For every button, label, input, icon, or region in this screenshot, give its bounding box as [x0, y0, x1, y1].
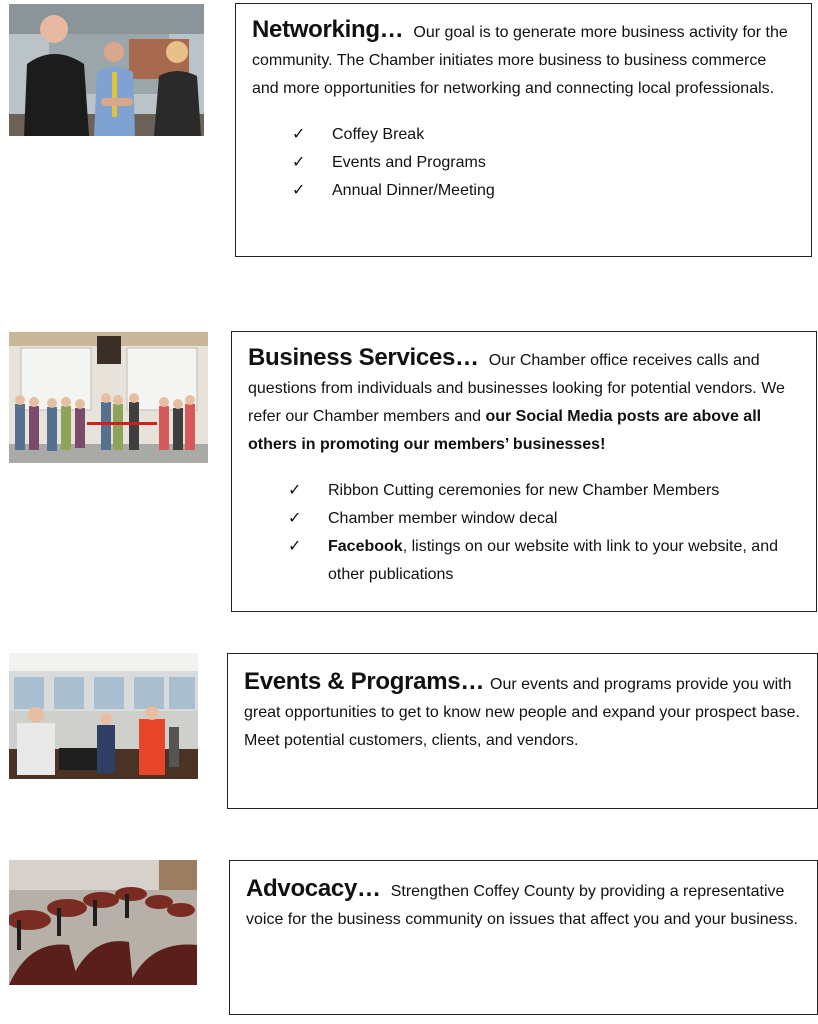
business-services-body: Our Chamber office receives calls and questions from individuals and businesses looking for potential vendors. We refer our Chamber members and [248, 352, 785, 425]
networking-box [235, 3, 812, 257]
facebook-label: Facebook [328, 538, 403, 555]
networking-heading: Networking… [252, 16, 404, 43]
events-body: Our events and programs provide you with great opportunities to get to know new people and expand your prospect base. Meet potential customers, clients, and vendors. [244, 676, 800, 749]
advocacy-heading: Advocacy… [246, 875, 381, 902]
networking-body: Our goal is to generate more business activity for the community. The Chamber initiates more business to business commerce and more opportunities for networking and connecting local professionals. [252, 24, 788, 97]
business-services-box [231, 331, 817, 612]
business-services-photo [9, 332, 208, 463]
check-icon: ✓ [292, 182, 306, 199]
list-item: ✓ Chamber member window decal [248, 505, 802, 533]
networking-photo [9, 4, 204, 136]
advocacy-photo [9, 860, 197, 985]
check-icon: ✓ [288, 538, 302, 555]
advocacy-box [229, 860, 818, 1015]
check-icon: ✓ [292, 154, 306, 171]
business-services-paragraph [248, 344, 802, 459]
events-paragraph [244, 668, 803, 755]
advocacy-body: Strengthen Coffey County by providing a representative voice for the business community on issues that affect you and your business. [246, 883, 798, 928]
list-item: ✓ Events and Programs [252, 149, 797, 177]
business-services-list [248, 477, 802, 589]
list-item: ✓ Annual Dinner/Meeting [252, 177, 797, 205]
list-item: ✓ Facebook, listings on our website with link to your website, and other publications [248, 533, 802, 589]
check-icon: ✓ [288, 510, 302, 527]
events-heading: Events & Programs… [244, 668, 485, 695]
business-services-body-bold: our Social Media posts are above all others in promoting our members’ businesses! [248, 408, 762, 453]
check-icon: ✓ [292, 126, 306, 143]
business-services-heading: Business Services… [248, 344, 479, 371]
check-icon: ✓ [288, 482, 302, 499]
list-item: ✓ Ribbon Cutting ceremonies for new Chamber Members [248, 477, 802, 505]
networking-list [252, 121, 797, 205]
networking-paragraph [252, 16, 797, 103]
advocacy-paragraph [246, 875, 803, 934]
events-box [227, 653, 818, 809]
list-item: ✓ Coffey Break [252, 121, 797, 149]
events-photo [9, 653, 198, 779]
